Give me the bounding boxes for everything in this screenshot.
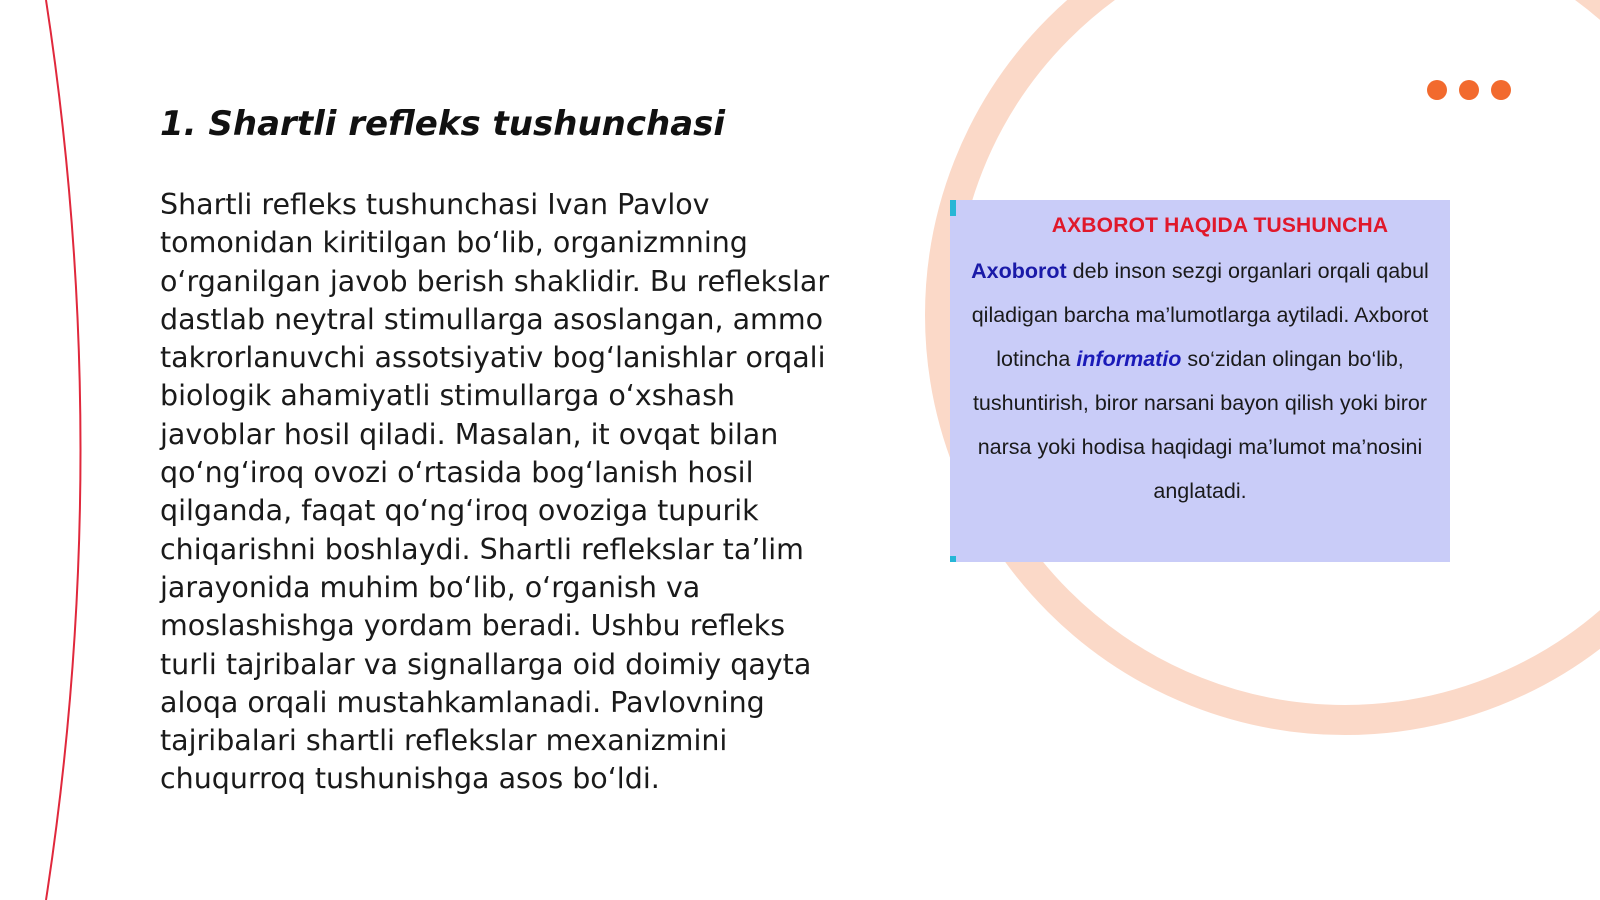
term-axborot: Axoborot <box>971 259 1067 283</box>
menu-dots-icon <box>1427 80 1511 100</box>
dot-icon <box>1491 80 1511 100</box>
slide-title: 1. Shartli refleks tushunchasi <box>160 104 726 144</box>
info-card-text-part: deb inson sezgi organlari orqali qabul qiladigan barcha ma’lumotlarga aytiladi. Axborot lotincha <box>971 259 1429 371</box>
info-card-heading: AXBOROT HAQIDA TUSHUNCHA <box>1051 214 1389 237</box>
info-card <box>950 200 1450 562</box>
info-card-text-part: so‘zidan olingan bo‘lib, tushuntirish, biror narsani bayon qilish yoki biror narsa yoki hodisa haqidagi ma’lumot ma’nosini anglatadi. <box>972 347 1428 503</box>
card-accent-corner <box>950 200 956 216</box>
dot-icon <box>1459 80 1479 100</box>
dot-icon <box>1427 80 1447 100</box>
slide-body-text: Shartli refleks tushunchasi Ivan Pavlov tomonidan kiritilgan bo‘lib, organizmning o‘rganilgan javob berish shaklidir. Bu reflekslar dastlab neytral stimullarga asoslangan, ammo takrorlanuvchi assotsiyativ bog‘lanishlar orqali biologik ahamiyatli stimullarga o‘xshash javoblar hosil qiladi. Masalan, it ovqat bilan qo‘ng‘iroq ovozi o‘rtasida bog‘lanish hosil qilganda, faqat qo‘ng‘iroq ovoziga tupurik chiqarishni boshlaydi. Shartli reflekslar ta’lim jarayonida muhim bo‘lib, o‘rganish va moslashishga yordam beradi. Ushbu refleks turli tajribalar va signallarga oid doimiy qayta aloqa orqali mustahkamlanadi. Pavlovning tajribalari shartli reflekslar mexanizmini chuqurroq tushunishga asos bo‘ldi. <box>160 188 830 796</box>
term-informatio: informatio <box>1076 347 1182 371</box>
info-card-text <box>960 249 1440 513</box>
card-accent-corner <box>950 556 956 562</box>
left-curve-line <box>46 0 81 900</box>
